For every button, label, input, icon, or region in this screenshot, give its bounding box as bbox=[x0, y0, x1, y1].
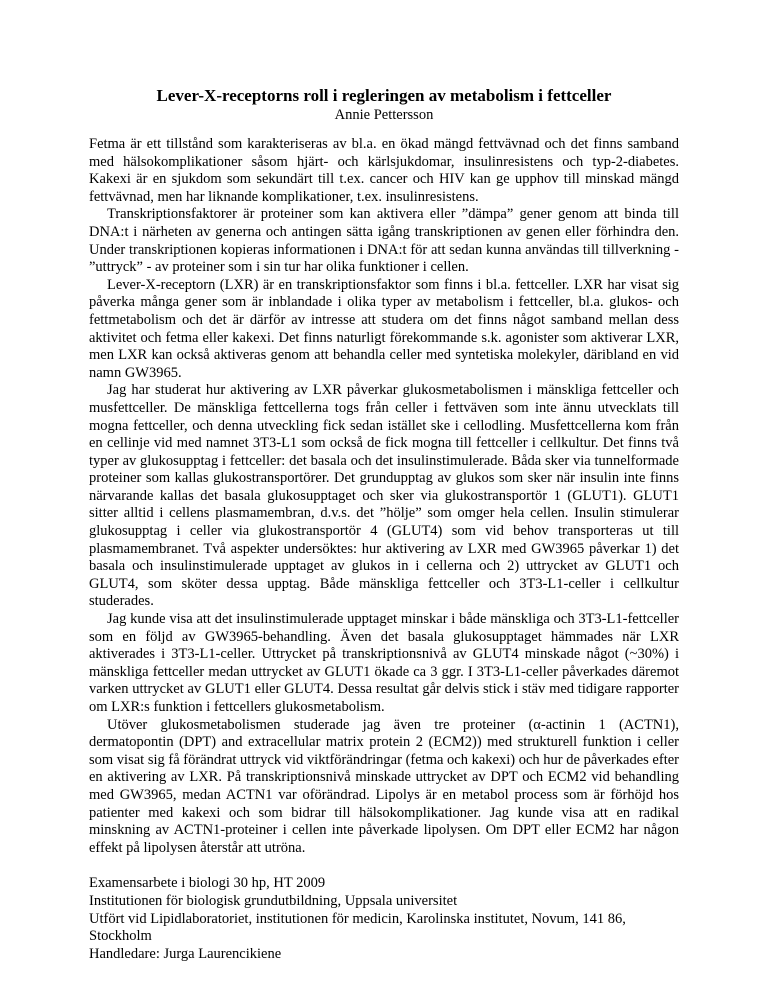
abstract-body bbox=[89, 136, 679, 857]
paragraph-lxr: Lever-X-receptorn (LXR) är en transkriptionsfaktor som finns i bl.a. fettceller. LXR har visat sig påverka många gener som är inblandade i olika typer av metabolism i fettceller, bl.a. glukos- och fettmetabolism och det är därför av intresse att studera om det finns något samband mellan dess aktivitet och fetma eller kakexi. Det finns naturligt förekommande s.k. agonister som aktiverar LXR, men LXR kan också aktiveras genom att behandla celler med syntetiska molekyler, däribland en vid namn GW3965. bbox=[89, 276, 679, 381]
paragraph-results: Jag kunde visa att det insulinstimulerade upptaget minskar i både mänskliga och 3T3-L1-fettceller som en följd av GW3965-behandling. Även det basala glukosupptaget hämmades när LXR aktiverades i 3T3-L1-celler. Uttrycket på transkriptionsnivå av GLUT4 minskade något (~30%) i mänskliga fettceller medan uttrycket av GLUT1 ökade ca 3 ggr. I 3T3-L1-celler påverkades däremot varken uttrycket av GLUT1 eller GLUT4. Dessa resultat går delvis stick i stäv med tidigare rapporter om LXR:s funktion i fettcellers glukosmetabolism. bbox=[89, 611, 679, 715]
thesis-info bbox=[89, 875, 679, 963]
author-name: Annie Pettersson bbox=[334, 107, 434, 123]
thesis-department: Institutionen för biologisk grundutbildning, Uppsala universitet bbox=[89, 892, 458, 909]
paragraph-proteins: Utöver glukosmetabolismen studerade jag även tre proteiner (α-actinin 1 (ACTN1), dermatopontin (DPT) and extracellular matrix protein 2 (ECM2)) med strukturell funktion i celler som visat sig få förändrat uttryck vid viktförändringar (fetma och kakexi) och hur de påverkades efter en aktivering av LXR. På transkriptionsnivå minskade uttrycket av DPT och ECM2 vid behandling med GW3965, medan ACTN1 var oförändrad. Lipolys är en metabol process som är förhöjd hos patienter med kakexi och som bidrar till hälsokomplikationer. Jag kunde visa att en radikal minskning av ACTN1-proteiner i cellen inte påverkade lipolysen. Om DPT eller ECM2 har någon effekt på lipolysen återstår att utröna. bbox=[89, 716, 679, 856]
thesis-course: Examensarbete i biologi 30 hp, HT 2009 bbox=[89, 875, 326, 892]
document-title: Lever-X-receptorns roll i regleringen av metabolism i fettceller bbox=[156, 86, 612, 105]
thesis-lab: Utfört vid Lipidlaboratoriet, institutionen för medicin, Karolinska institutet, Novum, 141 86, Stockholm bbox=[89, 910, 626, 945]
paragraph-intro: Fetma är ett tillstånd som karakteriseras av bl.a. en ökad mängd fettvävnad och det finns samband med hälsokomplikationer såsom hjärt- och kärlsjukdomar, insulinresistens och typ-2-diabetes. Kakexi är en sjukdom som sekundärt till t.ex. cancer och HIV kan ge upphov till minskad mängd fettvävnad, men har liknande komplikationer, t.ex. insulinresistens. bbox=[89, 136, 679, 205]
document-page bbox=[89, 86, 679, 963]
paragraph-transcription: Transkriptionsfaktorer är proteiner som kan aktivera eller ”dämpa” gener genom att binda till DNA:t i närheten av generna och antingen sätta igång transkriptionen av genen eller förhindra den. Under transkriptionen kopieras informationen i DNA:t för att sedan kunna användas till tillverkning - ”uttryck” - av proteiner som i sin tur har olika funktioner i cellen. bbox=[89, 206, 679, 276]
thesis-supervisor: Handledare: Jurga Laurencikiene bbox=[89, 945, 282, 962]
paragraph-methods: Jag har studerat hur aktivering av LXR påverkar glukosmetabolismen i mänskliga fettceller och musfettceller. De mänskliga fettcellerna togs från celler i fettväven som inte ännu utvecklats till mogna fettceller, och denna utveckling fick sedan istället ske i cellodling. Musfettcellerna kom från en cellinje vid med namnet 3T3-L1 som också de fick mogna till fettceller i cellkultur. Det finns två typer av glukosupptag i fettceller: det basala och det insulinstimulerade. Båda sker via tunnelformade proteiner som kallas glukostransportörer. Det grundupptag av glukos som sker när insulin inte finns närvarande kallas det basala glukosupptaget och sker via glukostransportör 1 (GLUT1). GLUT1 sitter alltid i cellens plasmamembran, d.v.s. det ”hölje” som omger hela cellen. Insulin stimulerar glukosupptag i celler via glukostransportör 4 (GLUT4) som vid behov transporteras ut till plasmamembranet. Två aspekter undersöktes: hur aktivering av LXR med GW3965 påverkar 1) det basala och insulinstimulerade upptaget av glukos in i cellerna och 2) uttrycket av GLUT1 och GLUT4, som sköter dessa upptag. Både mänskliga fettceller och 3T3-L1-celler i cellkultur studerades. bbox=[89, 382, 679, 610]
